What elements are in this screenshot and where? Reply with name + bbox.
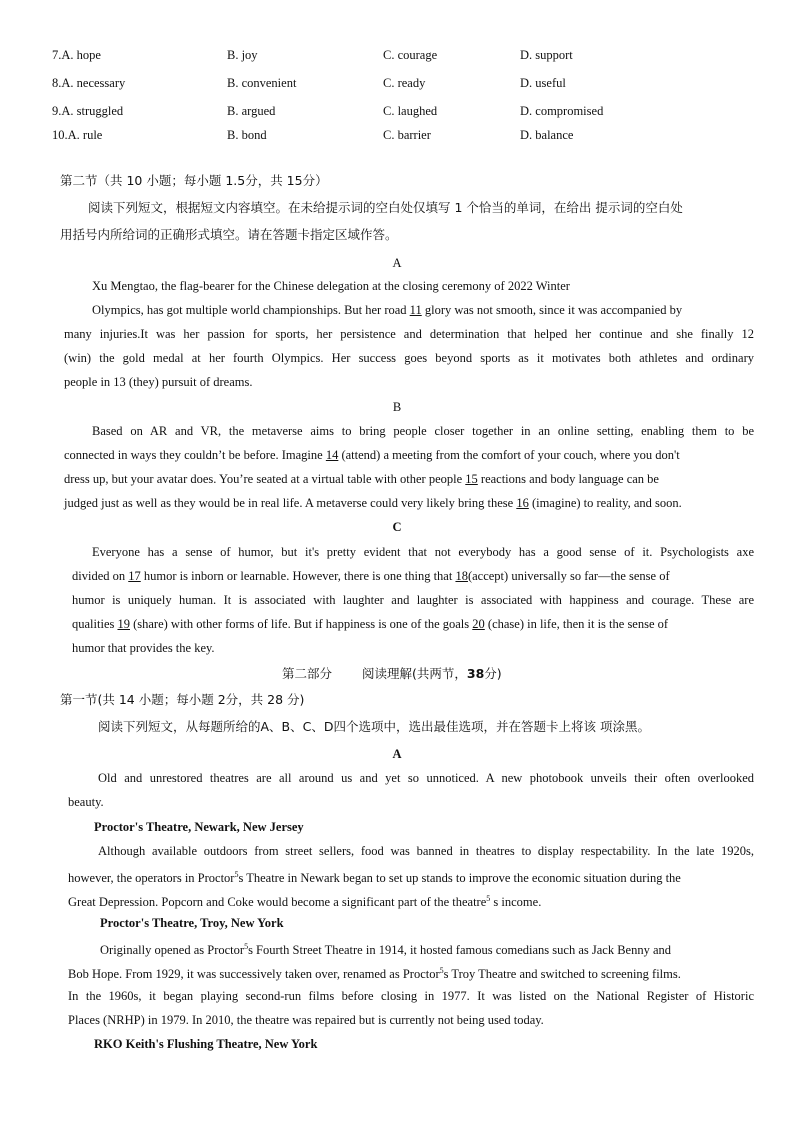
text: qualities bbox=[72, 617, 115, 631]
option-a: 8.A. necessary bbox=[52, 76, 126, 90]
text: (share) with other forms of life. But if happiness is one of the goals bbox=[133, 617, 470, 631]
text: connected in ways they couldn’t be before. Imagine bbox=[64, 448, 323, 462]
option-d: D. useful bbox=[520, 76, 566, 90]
option-c: C. barrier bbox=[383, 128, 431, 142]
passage-line: beauty. bbox=[68, 795, 104, 809]
passage-label-a: A bbox=[392, 747, 402, 761]
passage-line bbox=[68, 866, 681, 887]
blank-20: 20 bbox=[472, 617, 485, 631]
passage-line: humor is uniquely human. It is associated with laughter and laughter is associated with happiness and courage. These are bbox=[72, 593, 754, 607]
passage-label-b: B bbox=[392, 400, 402, 414]
blank-18: 18 bbox=[455, 569, 468, 583]
passage-line bbox=[64, 494, 682, 512]
blank-15: 15 bbox=[465, 472, 478, 486]
passage-line bbox=[68, 962, 681, 983]
text: judged just as well as they would be in real life. A metaverse could very likely bring these bbox=[64, 496, 514, 510]
option-b: B. bond bbox=[227, 128, 267, 142]
option-b: B. convenient bbox=[227, 76, 297, 90]
superscript: 5 bbox=[439, 966, 444, 975]
passage-line bbox=[72, 615, 668, 633]
option-row-8 bbox=[52, 76, 752, 94]
part-score: 38 bbox=[466, 666, 485, 681]
text: however, the operators in Proctor bbox=[68, 871, 235, 886]
text: reactions and body language can be bbox=[480, 472, 659, 486]
option-a: 7.A. hope bbox=[52, 48, 101, 62]
section-title: 第二节（共 10 小题；每小题 1.5分，共 15分） bbox=[60, 173, 328, 188]
blank-16: 16 bbox=[516, 496, 529, 510]
blank-19: 19 bbox=[117, 617, 130, 631]
passage-line bbox=[92, 301, 682, 319]
text: Great Depression. Popcorn and Coke would become a significant part of the theatre bbox=[68, 895, 487, 910]
blank-14: 14 bbox=[325, 448, 339, 462]
option-row-9 bbox=[52, 104, 752, 122]
subheading: Proctor's Theatre, Troy, New York bbox=[100, 916, 284, 930]
passage-line: Xu Mengtao, the flag-bearer for the Chinese delegation at the closing ceremony of 2022 Winter bbox=[92, 279, 570, 293]
passage-line bbox=[72, 567, 670, 585]
text: Originally opened as Proctor bbox=[100, 943, 245, 958]
section-title: 第一节(共 14 小题；每小题 2分，共 28 分) bbox=[60, 692, 305, 707]
text: dress up, but your avatar does. You’re seated at a virtual table with other people bbox=[64, 472, 463, 486]
passage-line: Although available outdoors from street sellers, food was banned in theatres to display respectability. In the late 1920s, bbox=[98, 844, 754, 858]
passage-line: many injuries.It was her passion for sports, her persistence and determination that helped her continue and she finally 12 bbox=[64, 327, 754, 341]
option-b: B. argued bbox=[227, 104, 276, 118]
option-c: C. courage bbox=[383, 48, 438, 62]
option-d: D. support bbox=[520, 48, 573, 62]
passage-line: Based on AR and VR, the metaverse aims to bring people closer together in an online setting, enabling them to be bbox=[92, 424, 754, 438]
superscript: 5 bbox=[486, 894, 491, 903]
option-d: D. balance bbox=[520, 128, 574, 142]
part-label: 第二部分 bbox=[282, 666, 333, 681]
text: s Theatre in Newark began to set up stands to improve the economic situation during the bbox=[238, 871, 681, 886]
option-c: C. laughed bbox=[383, 104, 438, 118]
passage-label-a: A bbox=[392, 256, 402, 270]
option-row-10 bbox=[52, 128, 752, 146]
instruction-line: 用括号内所给词的正确形式填空。请在答题卡指定区域作答。 bbox=[60, 227, 398, 242]
text: s Fourth Street Theatre in 1914, it hosted famous comedians such as Jack Benny and bbox=[248, 943, 672, 958]
passage-line bbox=[68, 890, 541, 911]
passage-line: In the 1960s, it began playing second-run films before closing in 1977. It was listed on the National Register of Historic bbox=[68, 989, 754, 1003]
passage-line bbox=[100, 938, 671, 959]
text: (accept) universally so far—the sense of bbox=[467, 569, 670, 583]
option-row-7 bbox=[52, 48, 752, 66]
option-d: D. compromised bbox=[520, 104, 604, 118]
superscript: 5 bbox=[234, 870, 239, 879]
text: glory was not smooth, since it was accompanied by bbox=[424, 303, 683, 317]
subheading: Proctor's Theatre, Newark, New Jersey bbox=[94, 820, 304, 834]
text: Bob Hope. From 1929, it was successively taken over, renamed as Proctor bbox=[68, 967, 440, 982]
text: humor is inborn or learnable. However, there is one thing that bbox=[143, 569, 453, 583]
option-b: B. joy bbox=[227, 48, 258, 62]
text: s income. bbox=[490, 895, 542, 910]
passage-line: Everyone has a sense of humor, but it's pretty evident that not everybody has a good sense of it. Psychologists axe bbox=[92, 545, 754, 559]
option-c: C. ready bbox=[383, 76, 426, 90]
text: Olympics, has got multiple world championships. But her road bbox=[92, 303, 407, 317]
instruction-line: 阅读下列短文，从每题所给的A、B、C、D四个选项中，选出最佳选项，并在答题卡上将该 项涂黑。 bbox=[98, 719, 650, 734]
part-title bbox=[282, 665, 502, 683]
part-heading: 阅读理解(共两节， bbox=[361, 666, 467, 681]
passage-line: (win) the gold medal at her fourth Olympics. Her success goes beyond sports as it motivates both athletes and ordinary bbox=[64, 351, 754, 365]
passage-line: Old and unrestored theatres are all around us and yet so unnoticed. A new photobook unveils their often overlooked bbox=[98, 771, 754, 785]
text: (chase) in life, then it is the sense of bbox=[487, 617, 669, 631]
passage-line: people in 13 (they) pursuit of dreams. bbox=[64, 375, 253, 389]
subheading: RKO Keith's Flushing Theatre, New York bbox=[94, 1037, 318, 1051]
text: (imagine) to reality, and soon. bbox=[531, 496, 682, 510]
passage-line: humor that provides the key. bbox=[72, 641, 215, 655]
blank-11: 11 bbox=[409, 303, 422, 317]
passage-line bbox=[64, 470, 659, 488]
superscript: 5 bbox=[244, 942, 249, 951]
blank-17: 17 bbox=[128, 569, 141, 583]
text: s Troy Theatre and switched to screening films. bbox=[443, 967, 681, 982]
passage-line: Places (NRHP) in 1979. In 2010, the theatre was repaired but is currently not being used today. bbox=[68, 1013, 544, 1027]
text: divided on bbox=[72, 569, 126, 583]
passage-line bbox=[64, 446, 680, 464]
option-a: 10.A. rule bbox=[52, 128, 103, 142]
text: (attend) a meeting from the comfort of your couch, where you don't bbox=[341, 448, 680, 462]
part-heading-end: 分) bbox=[484, 666, 502, 681]
option-a: 9.A. struggled bbox=[52, 104, 124, 118]
instruction-line: 阅读下列短文，根据短文内容填空。在未给提示词的空白处仅填写 1 个恰当的单词，在给出 提示词的空白处 bbox=[88, 200, 683, 215]
passage-label-c: C bbox=[392, 520, 402, 534]
